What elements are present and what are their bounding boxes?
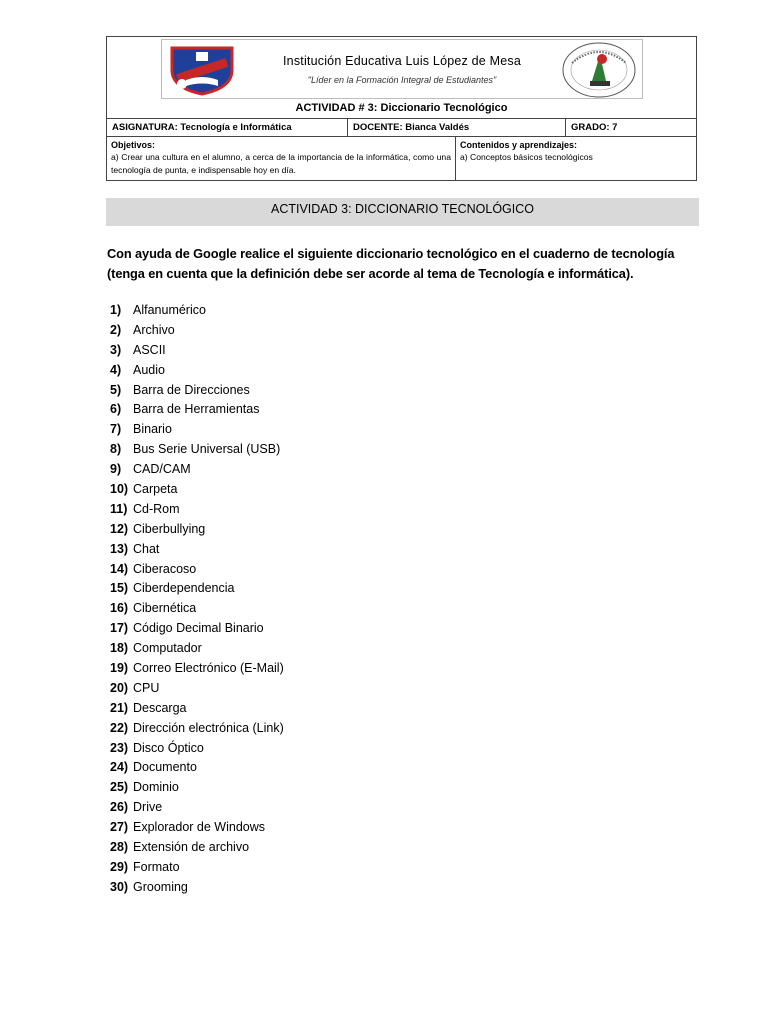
header-table <box>106 36 697 181</box>
section-title-bar: ACTIVIDAD 3: DICCIONARIO TECNOLÓGICO <box>106 198 699 226</box>
list-item <box>110 758 284 778</box>
list-item-number: 17) <box>110 621 129 636</box>
list-item <box>110 400 284 420</box>
list-item-number: 12) <box>110 521 129 536</box>
list-item-term: Cd-Rom <box>133 501 180 516</box>
list-item <box>110 301 284 321</box>
grade-cell: GRADO: 7 <box>565 119 696 136</box>
list-item-term: Audio <box>133 362 165 377</box>
list-item <box>110 579 284 599</box>
list-item-term: Ciberacoso <box>133 561 197 576</box>
list-item-term: Chat <box>133 541 160 556</box>
list-item-number: 30) <box>110 879 129 894</box>
list-item <box>110 679 284 699</box>
list-item-number: 20) <box>110 680 129 695</box>
list-item <box>110 818 284 838</box>
list-item-number: 10) <box>110 482 129 497</box>
list-item-term: Correo Electrónico (E-Mail) <box>133 661 284 676</box>
list-item-term: Extensión de archivo <box>133 840 250 855</box>
list-item-number: 8) <box>110 442 122 457</box>
list-item <box>110 480 284 500</box>
objectives-body: Crear una cultura en el alumno, a cerca de la importancia de la informática, como una tecnología de punta, e indispensable hoy en día. <box>111 152 451 175</box>
list-item-term: Documento <box>133 760 197 775</box>
instructions-paragraph: Con ayuda de Google realice el siguiente diccionario tecnológico en el cuaderno de tecnología (tenga en cuenta que la definición debe ser acorde al tema de Tecnología e informática). <box>107 246 675 281</box>
list-item-term: CAD/CAM <box>133 462 191 477</box>
list-item-term: ASCII <box>133 342 166 357</box>
list-item-number: 21) <box>110 700 129 715</box>
list-item-number: 26) <box>110 800 129 815</box>
contents-cell <box>455 137 696 180</box>
list-item-number: 29) <box>110 859 129 874</box>
list-item-term: Código Decimal Binario <box>133 621 264 636</box>
list-item-number: 2) <box>110 322 122 337</box>
list-item-term: Ciberdependencia <box>133 581 235 596</box>
list-item <box>110 739 284 759</box>
list-item-term: Dominio <box>133 780 179 795</box>
list-item <box>110 341 284 361</box>
list-item <box>110 798 284 818</box>
list-item <box>110 639 284 659</box>
terms-list <box>110 301 284 898</box>
list-item-term: Barra de Direcciones <box>133 382 250 397</box>
list-item <box>110 361 284 381</box>
list-item-term: Explorador de Windows <box>133 820 266 835</box>
list-item <box>110 500 284 520</box>
list-item-term: Barra de Herramientas <box>133 402 260 417</box>
list-item-number: 9) <box>110 462 122 477</box>
list-item <box>110 420 284 440</box>
school-shield-logo-icon <box>166 44 238 96</box>
list-item-term: Grooming <box>133 879 188 894</box>
list-item-number: 15) <box>110 581 129 596</box>
list-item-term: Dirección electrónica (Link) <box>133 720 284 735</box>
list-item-number: 25) <box>110 780 129 795</box>
list-item <box>110 699 284 719</box>
list-item-number: 18) <box>110 641 129 656</box>
circular-seal-logo-icon <box>560 41 638 99</box>
list-item <box>110 321 284 341</box>
list-item-number: 14) <box>110 561 129 576</box>
list-item <box>110 599 284 619</box>
list-item-number: 19) <box>110 661 129 676</box>
contents-title: Contenidos y aprendizajes: <box>460 140 578 150</box>
list-item <box>110 838 284 858</box>
institution-name: Institución Educativa Luis López de Mesa <box>283 54 521 68</box>
list-item-term: Formato <box>133 859 180 874</box>
list-item <box>110 858 284 878</box>
list-item <box>110 619 284 639</box>
objectives-cell <box>107 137 455 180</box>
list-item-term: Alfanumérico <box>133 303 206 317</box>
list-item <box>110 659 284 679</box>
info-row <box>107 118 696 137</box>
objectives-row <box>107 137 696 180</box>
list-item <box>110 719 284 739</box>
institution-motto: "Líder en la Formación Integral de Estudiantes" <box>307 75 497 85</box>
contents-text <box>460 151 692 164</box>
list-item <box>110 440 284 460</box>
list-item-number: 27) <box>110 820 129 835</box>
institution-banner <box>161 39 643 99</box>
list-item-term: Drive <box>133 800 163 815</box>
contents-body: Conceptos básicos tecnológicos <box>470 152 593 162</box>
list-item <box>110 778 284 798</box>
contents-marker: a) <box>460 152 468 162</box>
list-item-number: 3) <box>110 342 122 357</box>
list-item-term: Carpeta <box>133 482 178 497</box>
list-item <box>110 460 284 480</box>
list-item-number: 5) <box>110 382 122 397</box>
list-item-number: 7) <box>110 422 122 437</box>
list-item-term: Cibernética <box>133 601 197 616</box>
list-item-number: 13) <box>110 541 129 556</box>
list-item-term: Disco Óptico <box>133 740 204 755</box>
list-item-number: 24) <box>110 760 129 775</box>
list-item-number: 16) <box>110 601 129 616</box>
list-item-term: CPU <box>133 680 160 695</box>
list-item-number: 6) <box>110 402 122 417</box>
list-item-number: 23) <box>110 740 129 755</box>
activity-title: ACTIVIDAD # 3: Diccionario Tecnológico <box>295 102 508 114</box>
list-item <box>110 560 284 580</box>
list-item-number: 22) <box>110 720 129 735</box>
objectives-title: Objetivos: <box>111 140 156 150</box>
list-item-term: Bus Serie Universal (USB) <box>133 442 281 457</box>
teacher-cell: DOCENTE: Bianca Valdés <box>347 119 565 136</box>
list-item-term: Ciberbullying <box>133 521 206 536</box>
list-item-term: Archivo <box>133 322 175 337</box>
list-item <box>110 878 284 898</box>
objectives-marker: a) <box>111 152 119 162</box>
list-item-term: Computador <box>133 641 202 656</box>
objectives-text <box>111 151 451 177</box>
list-item-number: 4) <box>110 362 122 377</box>
list-item <box>110 520 284 540</box>
list-item-term: Descarga <box>133 700 187 715</box>
list-item-number: 11) <box>110 501 128 516</box>
list-item <box>110 540 284 560</box>
list-item <box>110 381 284 401</box>
list-item-number: 1) <box>110 303 122 317</box>
subject-cell: ASIGNATURA: Tecnología e Informática <box>112 122 292 133</box>
list-item-number: 28) <box>110 840 129 855</box>
list-item-term: Binario <box>133 422 172 437</box>
